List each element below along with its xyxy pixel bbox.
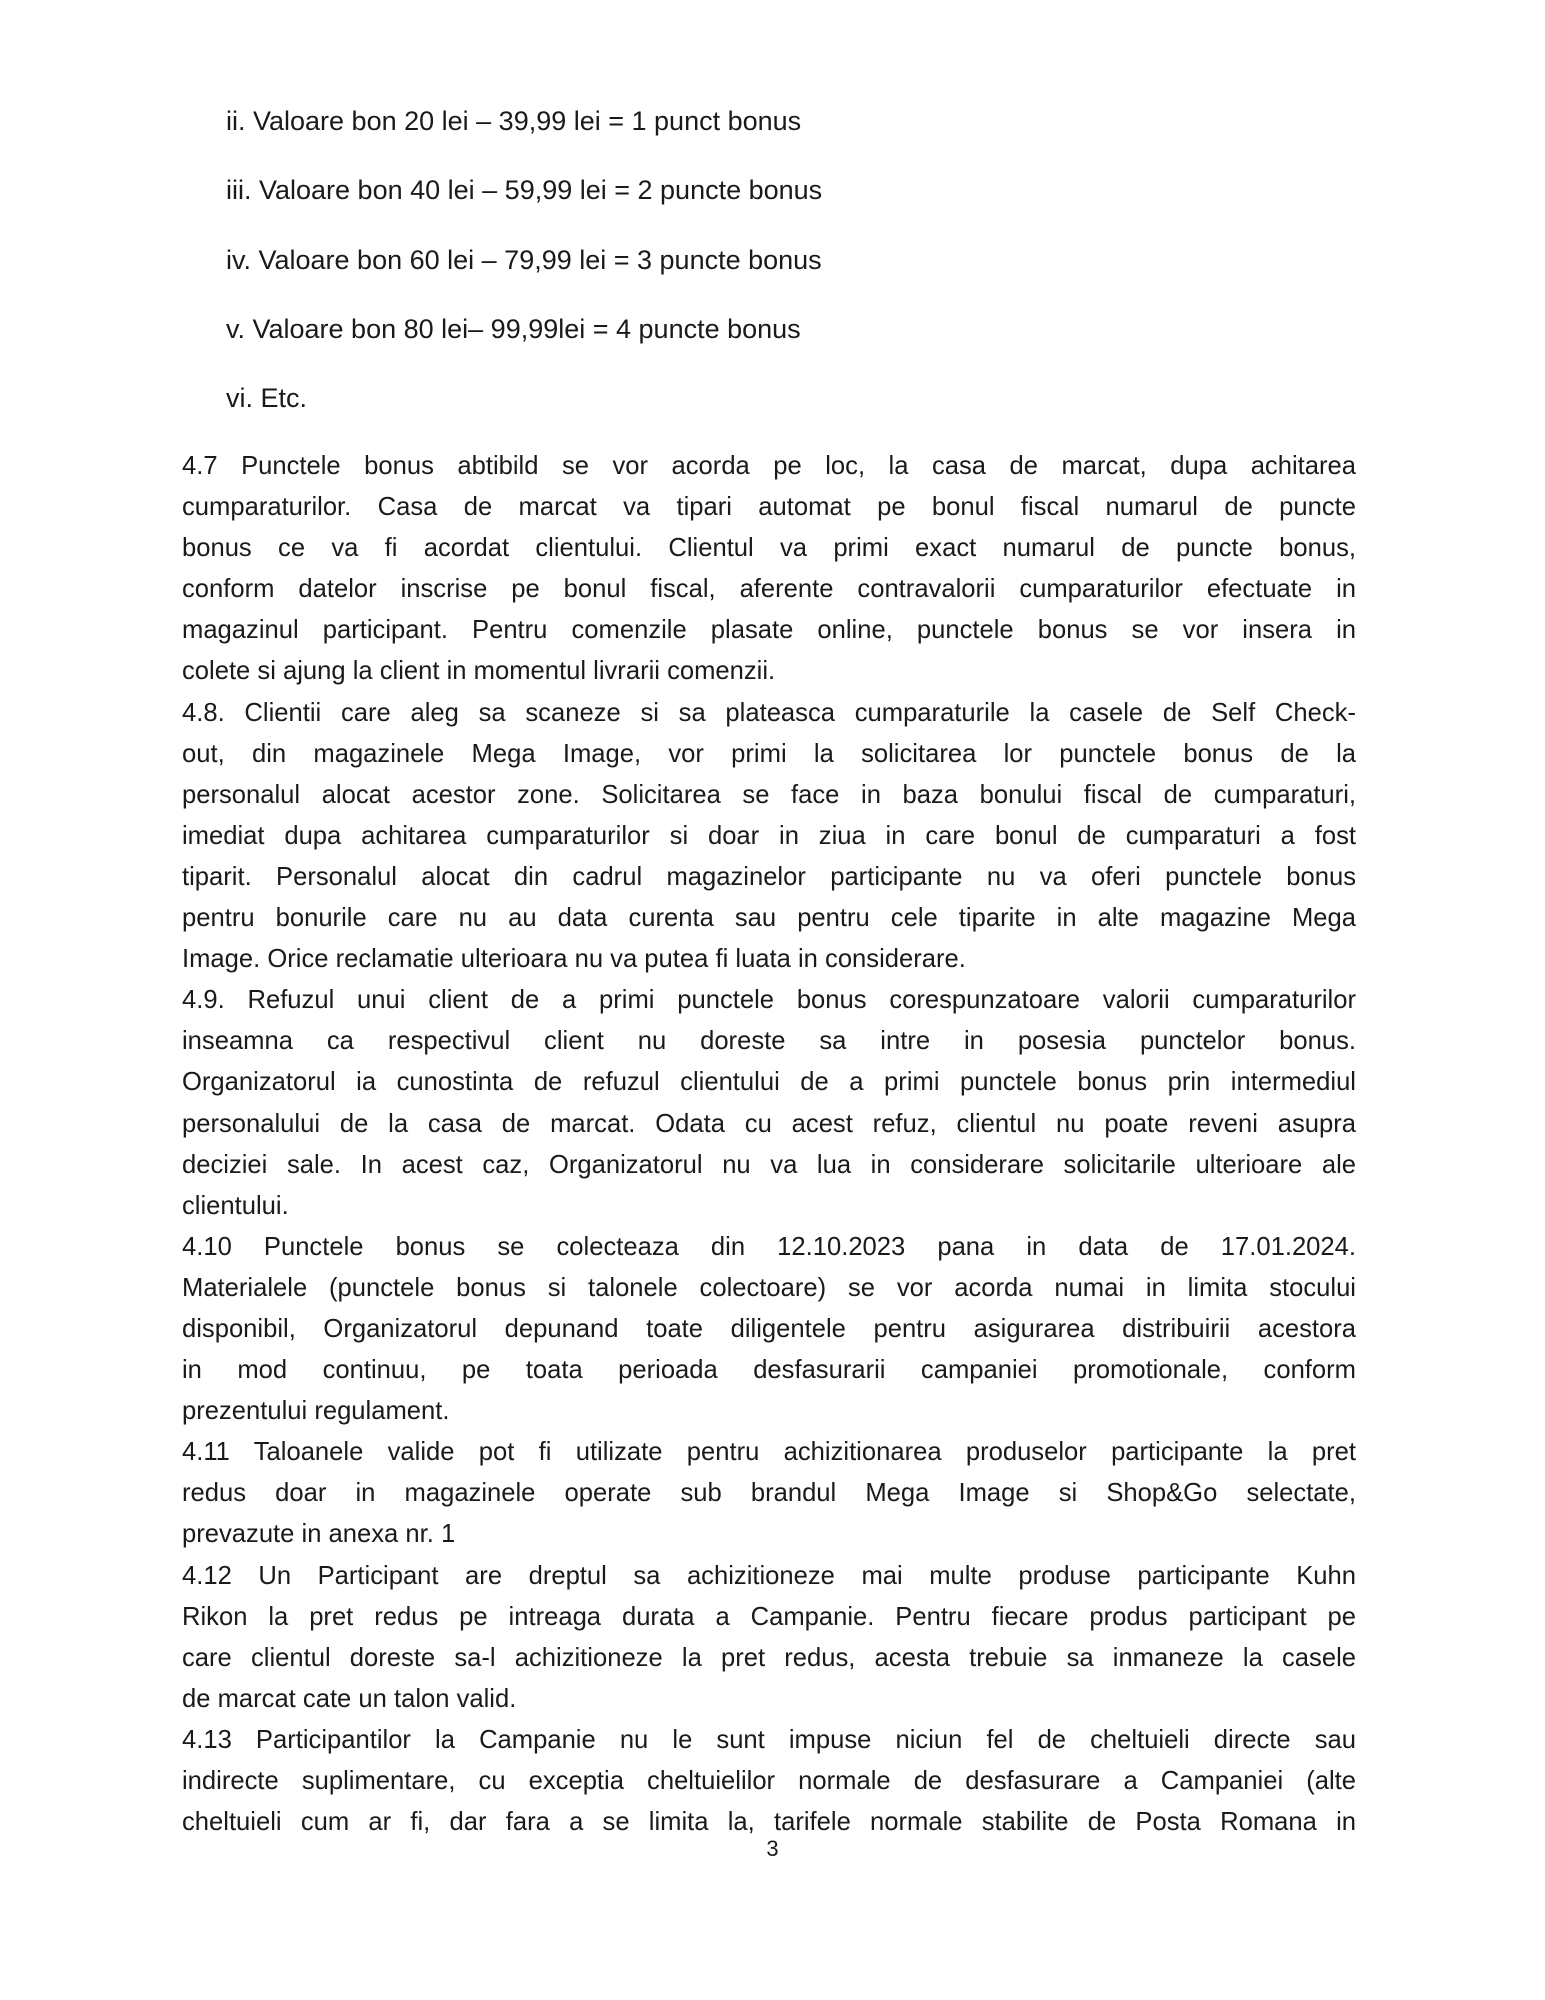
paragraph-line: 4.11 Taloanele valide pot fi utilizate pentru achizitionarea produselor participante la pret (182, 1438, 1356, 1467)
paragraph-line: bonus ce va fi acordat clientului. Clientul va primi exact numarul de puncte bonus, (182, 534, 1356, 563)
list-item: v. Valoare bon 80 lei– 99,99lei = 4 puncte bonus (226, 313, 801, 344)
paragraph-line: 4.8. Clientii care aleg sa scaneze si sa plateasca cumparaturile la casele de Self Check- (182, 698, 1356, 727)
paragraph-4-7 (182, 446, 1356, 693)
list-item: iii. Valoare bon 40 lei – 59,99 lei = 2 puncte bonus (226, 175, 823, 206)
paragraph-line: Image. Orice reclamatie ulterioara nu va putea fi luata in considerare. (182, 945, 966, 974)
paragraph-line: tiparit. Personalul alocat din cadrul magazinelor participante nu va oferi punctele bonus (182, 862, 1356, 891)
paragraph-line: deciziei sale. In acest caz, Organizatorul nu va lua in considerare solicitarile ulterioare ale (182, 1150, 1356, 1179)
paragraph-line: imediat dupa achitarea cumparaturilor si doar in ziua in care bonul de cumparaturi a fost (182, 821, 1356, 850)
paragraph-line: 4.12 Un Participant are dreptul sa achizitioneze mai multe produse participante Kuhn (182, 1561, 1356, 1590)
paragraph-line: in mod continuu, pe toata perioada desfasurarii campaniei promotionale, conform (182, 1356, 1356, 1385)
paragraph-line: conform datelor inscrise pe bonul fiscal, aferente contravalorii cumparaturilor efectuate in (182, 575, 1356, 604)
paragraph-line: prezentului regulament. (182, 1397, 450, 1426)
paragraph-line: pentru bonurile care nu au data curenta sau pentru cele tiparite in alte magazine Mega (182, 904, 1356, 933)
paragraph-4-11 (182, 1432, 1356, 1555)
paragraph-line: out, din magazinele Mega Image, vor primi la solicitarea lor punctele bonus de la (182, 739, 1356, 768)
paragraph-4-8 (182, 693, 1356, 981)
list-item: vi. Etc. (226, 383, 308, 414)
paragraph-line: Materialele (punctele bonus si talonele colectoare) se vor acorda numai in limita stocului (182, 1273, 1356, 1302)
paragraph-line: cheltuieli cum ar fi, dar fara a se limita la, tarifele normale stabilite de Posta Romana in (182, 1808, 1356, 1837)
paragraph-line: inseamna ca respectivul client nu doreste sa intre in posesia punctelor bonus. (182, 1027, 1356, 1056)
paragraph-line: personalului de la casa de marcat. Odata cu acest refuz, clientul nu poate reveni asupra (182, 1109, 1356, 1138)
list-item: iv. Valoare bon 60 lei – 79,99 lei = 3 puncte bonus (226, 244, 822, 275)
paragraph-line: Rikon la pret redus pe intreaga durata a Campanie. Pentru fiecare produs participant pe (182, 1602, 1356, 1631)
paragraph-4-10 (182, 1227, 1356, 1432)
paragraph-line: 4.13 Participantilor la Campanie nu le sunt impuse niciun fel de cheltuieli directe sau (182, 1725, 1356, 1754)
paragraph-line: de marcat cate un talon valid. (182, 1684, 517, 1713)
paragraph-4-12 (182, 1556, 1356, 1720)
paragraph-line: disponibil, Organizatorul depunand toate diligentele pentru asigurarea distribuirii acestora (182, 1314, 1356, 1343)
paragraph-line: Organizatorul ia cunostinta de refuzul clientului de a primi punctele bonus prin intermediul (182, 1068, 1356, 1097)
paragraph-line: cumparaturilor. Casa de marcat va tipari automat pe bonul fiscal numarul de puncte (182, 493, 1356, 522)
paragraph-line: redus doar in magazinele operate sub brandul Mega Image si Shop&Go selectate, (182, 1479, 1356, 1508)
paragraph-line: care clientul doreste sa-l achizitioneze la pret redus, acesta trebuie sa inmaneze la casele (182, 1643, 1356, 1672)
paragraph-line: prevazute in anexa nr. 1 (182, 1520, 456, 1549)
paragraph-line: colete si ajung la client in momentul livrarii comenzii. (182, 657, 776, 686)
paragraph-4-9 (182, 980, 1356, 1227)
paragraph-line: personalul alocat acestor zone. Solicitarea se face in baza bonului fiscal de cumparaturi, (182, 780, 1356, 809)
paragraph-line: 4.10 Punctele bonus se colecteaza din 12.10.2023 pana in data de 17.01.2024. (182, 1232, 1356, 1261)
paragraph-line: magazinul participant. Pentru comenzile plasate online, punctele bonus se vor insera in (182, 616, 1356, 645)
paragraph-line: 4.9. Refuzul unui client de a primi punctele bonus corespunzatoare valorii cumparaturilor (182, 986, 1356, 1015)
paragraph-line: indirecte suplimentare, cu exceptia cheltuielilor normale de desfasurare a Campaniei (alte (182, 1767, 1356, 1795)
document-body (182, 446, 1356, 1843)
paragraph-4-13 (182, 1720, 1356, 1843)
paragraph-line: clientului. (182, 1191, 289, 1220)
page-number: 3 (766, 1836, 779, 1861)
paragraph-line: 4.7 Punctele bonus abtibild se vor acorda pe loc, la casa de marcat, dupa achitarea (182, 452, 1356, 480)
bonus-points-list (226, 100, 822, 446)
list-item: ii. Valoare bon 20 lei – 39,99 lei = 1 punct bonus (226, 106, 802, 136)
